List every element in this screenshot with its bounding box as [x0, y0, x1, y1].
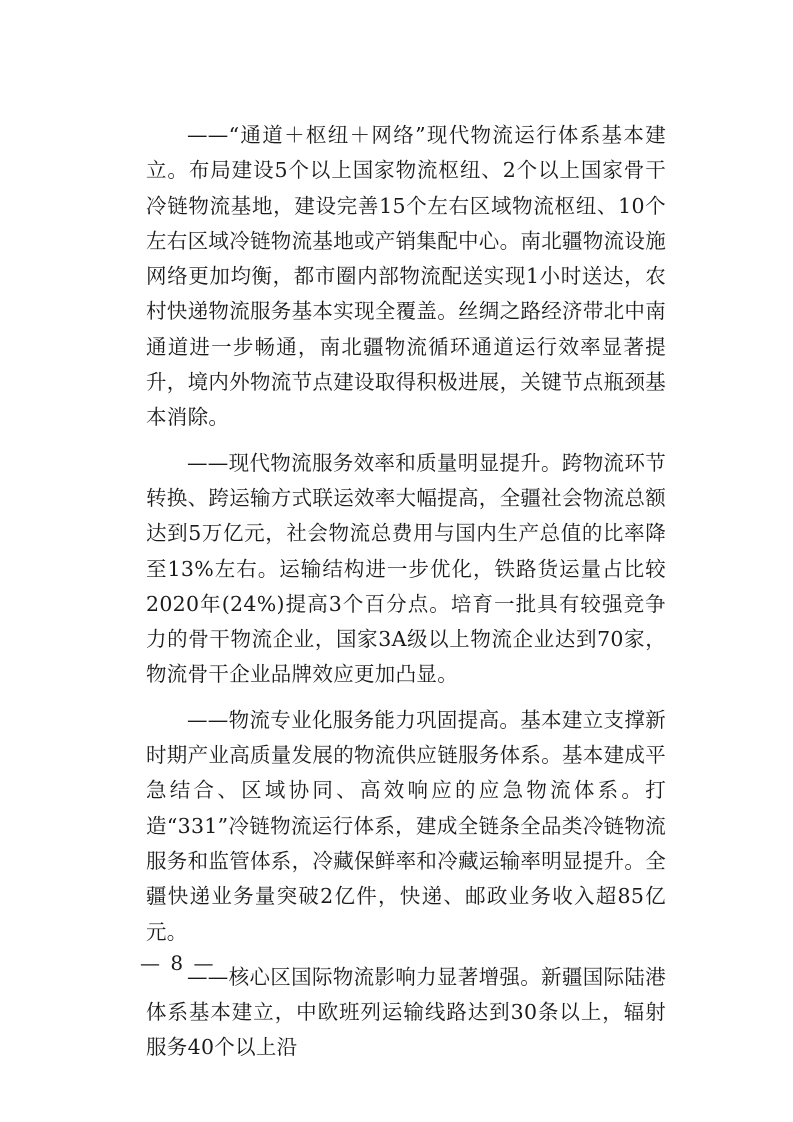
- document-body: [146, 118, 666, 1076]
- page-number: — 8 —: [140, 951, 216, 975]
- paragraph-international-logistics: ——核心区国际物流影响力显著增强。新疆国际陆港体系基本建立，中欧班列运输线路达到30条以上，辐射服务40个以上沿: [146, 964, 666, 1060]
- paragraph-logistics-efficiency: ——现代物流服务效率和质量明显提升。跨物流环节转换、跨运输方式联运效率大幅提高，全疆社会物流总额达到5万亿元，社会物流总费用与国内生产总值的比率降至13%左右。运输结构进一步优化，铁路货运量占比较2020年(24%)提高3个百分点。培育一批具有较强竞争力的骨干物流企业，国家3A级以上物流企业达到70家，物流骨干企业品牌效应更加凸显。: [146, 450, 666, 687]
- paragraph-specialized-services: ——物流专业化服务能力巩固提高。基本建立支撑新时期产业高质量发展的物流供应链服务体系。基本建成平急结合、区域协同、高效响应的应急物流体系。打造“331”冷链物流运行体系，建成全链条全品类冷链物流服务和监管体系，冷藏保鲜率和冷藏运输率明显提升。全疆快递业务量突破2亿件，快递、邮政业务收入超85亿元。: [146, 707, 666, 944]
- paragraph-channel-hub-network: ——“通道＋枢纽＋网络”现代物流运行体系基本建立。布局建设5个以上国家物流枢纽、2个以上国家骨干冷链物流基地，建设完善15个左右区域物流枢纽、10个左右区域冷链物流基地或产销集配中心。南北疆物流设施网络更加均衡，都市圈内部物流配送实现1小时送达，农村快递物流服务基本实现全覆盖。丝绸之路经济带北中南通道进一步畅通，南北疆物流循环通道运行效率显著提升，境内外物流节点建设取得积极进展，关键节点瓶颈基本消除。: [146, 123, 666, 430]
